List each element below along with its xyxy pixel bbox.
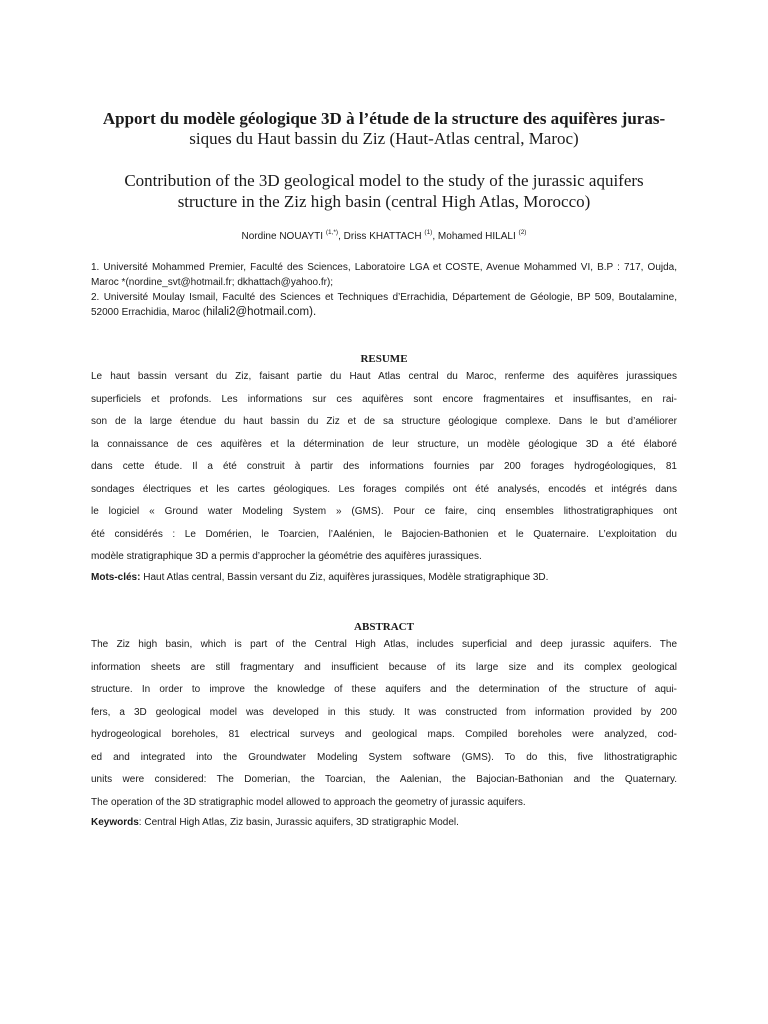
resume-heading: RESUME — [360, 353, 408, 365]
abstract-keywords-label: Keywords — [91, 817, 139, 828]
author-name: Driss KHATTACH — [343, 231, 422, 242]
resume-keywords-list: Haut Atlas central, Bassin versant du Ziz, aquifères jurassiques, Modèle stratigraphique 3D. — [140, 572, 549, 583]
resume-line: sondages électriques et les cartes géologiques. Les forages compilés ont été analysés, encodés et intégrés dans — [91, 483, 677, 495]
title-french-line-2: siques du Haut bassin du Ziz (Haut-Atlas central, Maroc) — [189, 129, 579, 148]
resume-line: superficiels et profonds. Les informations sur ces aquifères sont encore fragmentaires et insuffisantes, en rai- — [91, 393, 677, 405]
abstract-line: units were considered: The Domerian, the Toarcian, the Aalenian, the Bajocian-Bathonian and the Quaternary. — [91, 774, 677, 785]
author-affiliation-mark: (1,*) — [325, 229, 339, 236]
resume-keywords — [91, 571, 677, 585]
affiliation-2-email: hilali2@hotmail.com). — [206, 306, 317, 318]
abstract-line: hydrogeological boreholes, 81 electrical surveys and geological maps. Compiled boreholes were analyzed, cod- — [91, 729, 677, 740]
resume-keywords-label: Mots-clés: — [91, 572, 141, 583]
abstract-line: ed and integrated into the Groundwater Modeling System software (GMS). To do this, five lithostratigraphic — [91, 751, 677, 763]
affiliation-1: 1. Université Mohammed Premier, Faculté des Sciences, Laboratoire LGA et COSTE, Avenue Mohammed VI, B.P : 717, Oujda, Maroc *(nordine_svt@hotmail.fr; dkhattach@yahoo.fr); — [91, 262, 677, 288]
abstract-keywords — [91, 816, 677, 830]
abstract-line: information sheets are still fragmentary and insufficient because of its large size and its complex geological — [91, 661, 677, 673]
abstract-heading: ABSTRACT — [354, 621, 414, 633]
author-list: Nordine NOUAYTI $^{(1,*)}$, Driss KHATTACH $^{(1)}$, Mohamed HILALI $^{(2)}$ — [241, 229, 527, 242]
resume-line: son de la large étendue du haut bassin du Ziz et de sa structure géologique complexe. Dans le but d’améliorer — [91, 416, 677, 427]
resume-line: dans cette étude. Il a été construit à partir des informations fournies par 200 forages hydrogéologiques, 81 — [91, 461, 677, 472]
title-english-line-1: Contribution of the 3D geological model to the study of the jurassic aquifers — [124, 171, 644, 190]
abstract-keywords-list: : Central High Atlas, Ziz basin, Jurassic aquifers, 3D stratigraphic Model. — [138, 817, 459, 828]
title-english-line-2: structure in the Ziz high basin (central High Atlas, Morocco) — [177, 192, 591, 211]
abstract-line: structure. In order to improve the knowledge of these aquifers and the determination of the structure of aqui- — [91, 684, 677, 695]
abstract-line: The Ziz high basin, which is part of the Central High Atlas, includes superficial and deep jurassic aquifers. The — [91, 639, 677, 650]
resume-body — [91, 366, 677, 569]
title-french — [90, 109, 678, 149]
author-affiliation-mark: (1) — [424, 229, 433, 236]
title-english — [90, 170, 678, 212]
resume-line: le logiciel « Ground water Modeling System » (GMS). Pour ce faire, cinq ensembles lithostratigraphiques ont — [91, 506, 677, 517]
abstract-body — [91, 634, 677, 814]
author-name: Nordine NOUAYTI — [241, 231, 324, 242]
affiliation-2-text: 2. Université Moulay Ismail, Faculté des Sciences et Techniques d’Errachidia, Département de Géologie, BP 509, Boutalamine, 52000 Errachidia, Maroc ( — [91, 292, 677, 318]
resume-line: été considérés : Le Domérien, le Toarcien, l’Aalénien, le Bajocien-Bathonien et le Quaternaire. L’exploitation du — [91, 528, 677, 540]
resume-line: la connaissance de ces aquifères et la détermination de leur structure, un modèle géologique 3D a été élaboré — [91, 438, 677, 450]
author-name: Mohamed HILALI — [437, 231, 516, 242]
title-french-line-1: Apport du modèle géologique 3D à l’étude de la structure des aquifères juras- — [102, 109, 666, 128]
resume-line: modèle stratigraphique 3D a permis d’approcher la géométrie des aquifères jurassiques. — [91, 551, 482, 562]
abstract-line: The operation of the 3D stratigraphic model allowed to approach the geometry of jurassic aquifers. — [91, 796, 526, 808]
abstract-line: fers, a 3D geological model was developed in this study. It was constructed from information provided by 200 — [91, 706, 677, 718]
resume-line: Le haut bassin versant du Ziz, faisant partie du Haut Atlas central du Maroc, renferme des aquifères jurassiques — [91, 371, 677, 382]
affiliation-2 — [91, 290, 677, 320]
author-affiliation-mark: (2) — [518, 229, 527, 236]
